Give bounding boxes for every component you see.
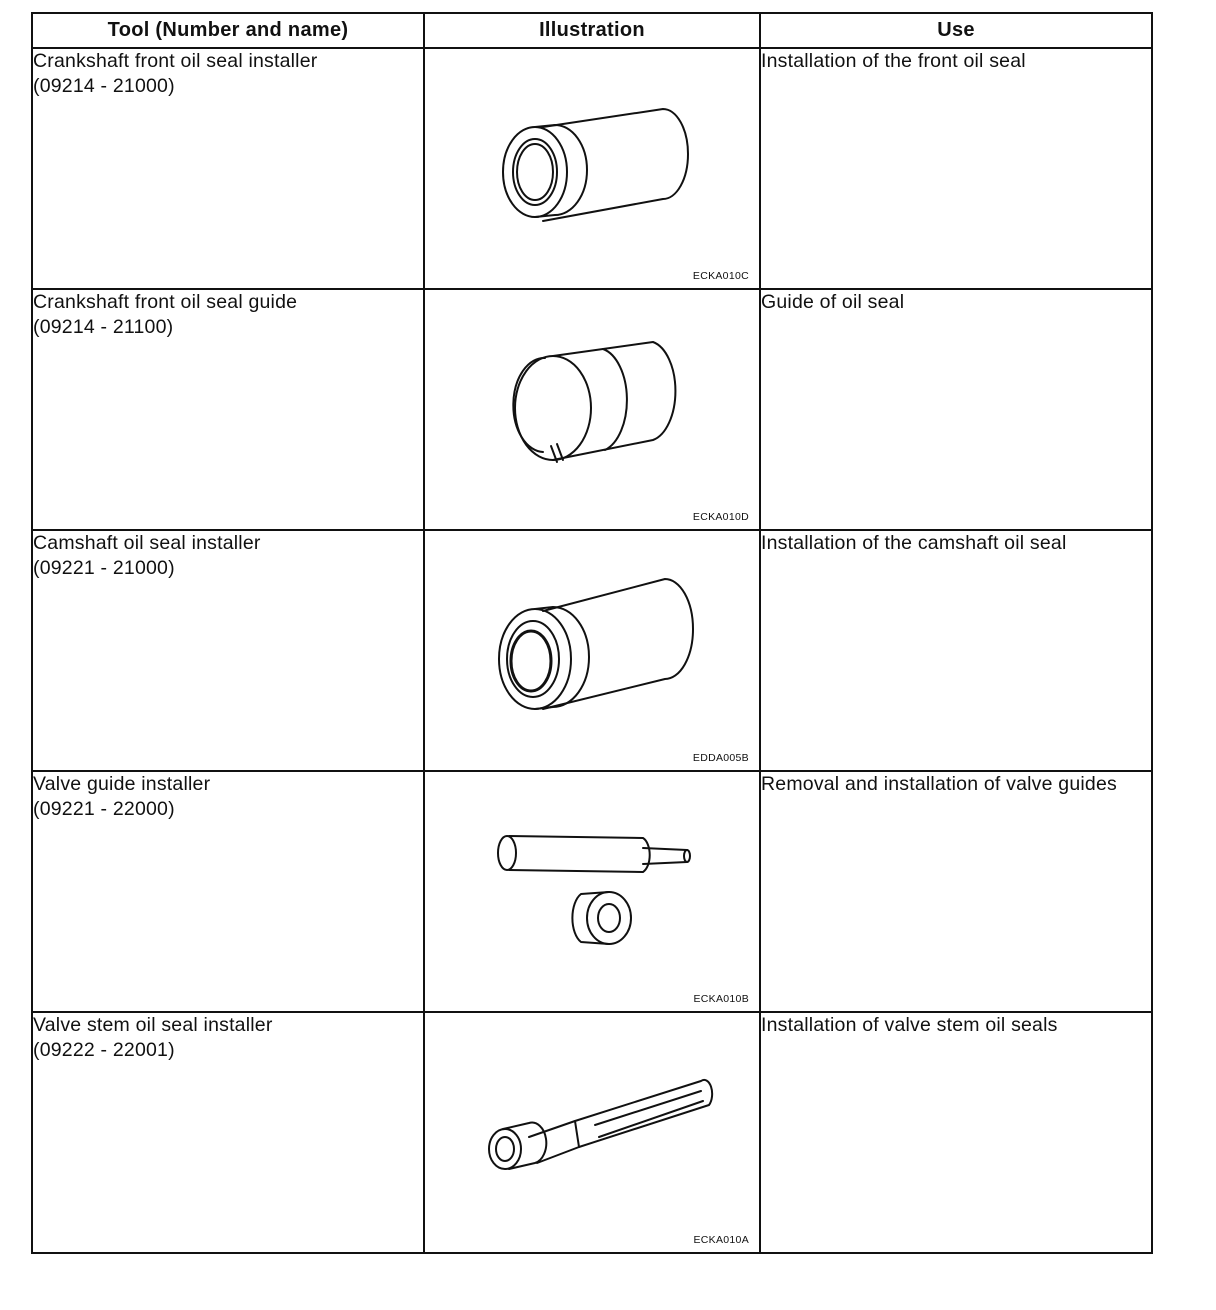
use-cell: Installation of the front oil seal [760,48,1152,289]
figure-code: ECKA010C [692,270,749,282]
illustration-cell [424,1012,760,1253]
table-row [32,289,1152,530]
tool-number: (09214 - 21000) [33,75,175,97]
tool-name: Crankshaft front oil seal guide [33,291,298,313]
table-row [32,530,1152,771]
tool-cell [32,530,424,771]
tool-cell [32,48,424,289]
header-illustration: Illustration [424,13,760,48]
tool-number: (09221 - 21000) [33,557,175,579]
camshaft-seal-installer-icon [425,531,757,770]
figure-code: ECKA010D [692,511,749,523]
table-row [32,48,1152,289]
use-cell: Guide of oil seal [760,289,1152,530]
header-use: Use [760,13,1152,48]
valve-stem-seal-installer-icon [425,1013,757,1252]
figure-code: ECKA010B [693,993,749,1005]
illustration-cell [424,771,760,1012]
header-row [32,13,1152,48]
figure-code: ECKA010A [693,1234,749,1246]
figure-code: EDDA005B [692,752,749,764]
tool-cell [32,1012,424,1253]
special-tools-table [31,12,1153,1254]
use-cell: Removal and installation of valve guides [760,771,1152,1012]
oil-seal-guide-sleeve-icon [425,290,757,529]
tool-name: Camshaft oil seal installer [33,532,261,554]
tool-name: Valve guide installer [33,773,211,795]
use-cell: Installation of valve stem oil seals [760,1012,1152,1253]
tool-number: (09214 - 21100) [33,316,174,338]
use-cell: Installation of the camshaft oil seal [760,530,1152,771]
tool-name: Crankshaft front oil seal installer [33,50,318,72]
illustration-cell [424,289,760,530]
table-row [32,771,1152,1012]
illustration-cell [424,48,760,289]
tool-cell [32,771,424,1012]
illustration-cell [424,530,760,771]
table-row [32,1012,1152,1253]
oil-seal-installer-sleeve-icon [425,49,757,288]
tool-cell [32,289,424,530]
tool-number: (09222 - 22001) [33,1039,175,1061]
tool-number: (09221 - 22000) [33,798,175,820]
header-tool: Tool (Number and name) [32,13,424,48]
valve-guide-installer-icon [425,772,757,1011]
tool-name: Valve stem oil seal installer [33,1014,273,1036]
